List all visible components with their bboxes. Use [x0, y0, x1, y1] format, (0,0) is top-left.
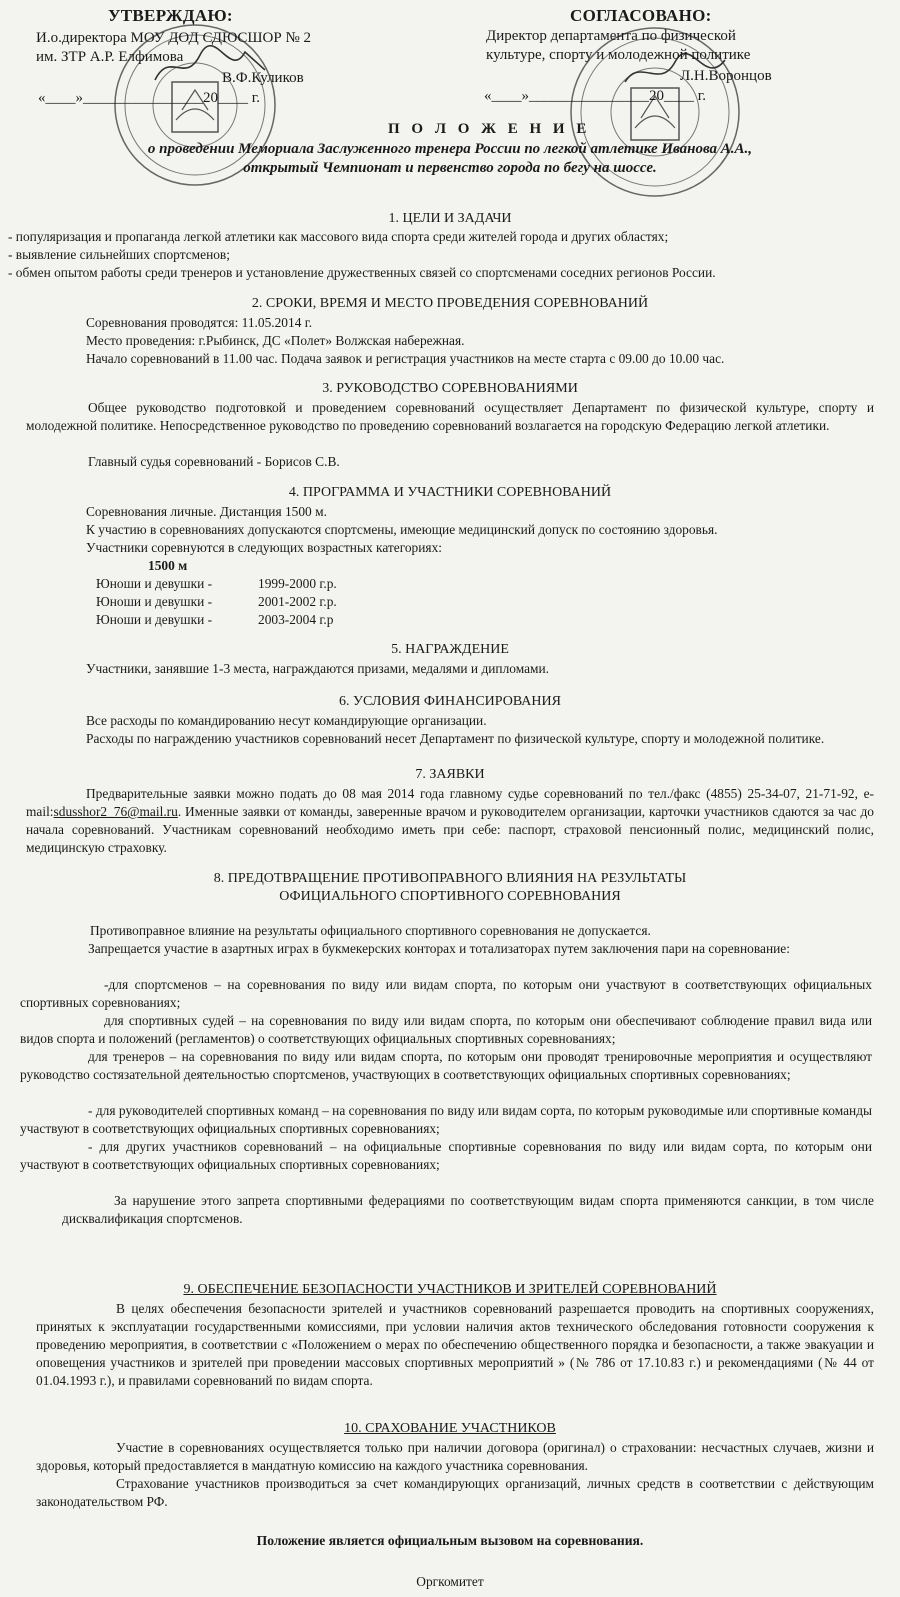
section-3-paragraph: Общее руководство подготовкой и проведением соревнований осуществляет Департамент по физической культуре, спорту и молодежной политике. Непосредственное руководство по проведению соревнований возлагается на городскую Федерацию легкой атлетики. [26, 400, 874, 433]
section-1-item: - обмен опытом работы среди тренеров и установление дружественных связей со спортсменами соседних регионов России. [8, 265, 716, 280]
section-7-heading: 7. ЗАЯВКИ [415, 767, 485, 782]
section-8-paragraph: -для спортсменов – на соревнования по виду или видам спорта, по которым они участвуют в соответствующих официальных спортивных соревнованиях; [20, 977, 872, 1010]
approve-date: «____»________________20____ г. [38, 90, 260, 106]
agreed-date: «____»________________20____ г. [484, 88, 706, 104]
section-3-heading: 3. РУКОВОДСТВО СОРЕВНОВАНИЯМИ [322, 381, 578, 396]
agreed-line-1: Директор департамента по физической [486, 28, 736, 44]
section-8-paragraph: для тренеров – на соревнования по виду или видам спорта, по которым они проводят тренировочные мероприятия и осуществляют руководство состязательной деятельностью спортсменов, участвующих в соответствующих официальных спортивных соревнованиях; [20, 1049, 872, 1082]
section-10-paragraph: Страхование участников производиться за счет командирующих организаций, личных средств в соответствии с действующим законодательством РФ. [36, 1476, 874, 1509]
closing-statement: Положение является официальным вызовом на соревнования. [256, 1533, 644, 1548]
approve-title: УТВЕРЖДАЮ: [108, 6, 233, 25]
contact-email-link[interactable]: sdusshor2_76@mail.ru [53, 804, 178, 819]
approve-signature-name: В.Ф.Куликов [222, 70, 304, 86]
section-2-line: Соревнования проводятся: 11.05.2014 г. [86, 315, 313, 330]
agreed-title: СОГЛАСОВАНО: [570, 6, 712, 25]
category-years: 2001-2002 г.р. [258, 594, 337, 609]
section-4-line: Соревнования личные. Дистанция 1500 м. [86, 504, 327, 519]
section-10-heading: 10. СРАХОВАНИЕ УЧАСТНИКОВ [344, 1421, 556, 1436]
section-1-item: - выявление сильнейших спортсменов; [8, 247, 230, 262]
section-3-chief-judge: Главный судья соревнований - Борисов С.В. [88, 454, 340, 469]
section-2-line: Начало соревнований в 11.00 час. Подача заявок и регистрация участников на месте старта с 09.00 до 10.00 час. [86, 351, 725, 366]
category-years: 1999-2000 г.р. [258, 576, 337, 591]
section-4-line: Участники соревнуются в следующих возрастных категориях: [86, 540, 442, 555]
section-7-text-part-1: Предварительные заявки можно подать до 08 мая 2014 года главному судье соревнований по тел./факс (4855) 25-34-07, 21-71-92, e-mail: [26, 786, 874, 819]
section-6-line: Все расходы по командированию несут командирующие организации. [86, 713, 487, 728]
section-2-line: Место проведения: г.Рыбинск, ДС «Полет» Волжская набережная. [86, 333, 465, 348]
section-8-heading-line-2: ОФИЦИАЛЬНОГО СПОРТИВНОГО СОРЕВНОВАНИЯ [279, 889, 621, 904]
section-5-line: Участники, занявшие 1-3 места, награждаются призами, медалями и дипломами. [86, 661, 550, 676]
section-2-heading: 2. СРОКИ, ВРЕМЯ И МЕСТО ПРОВЕДЕНИЯ СОРЕВНОВАНИЙ [251, 296, 649, 311]
section-4-heading: 4. ПРОГРАММА И УЧАСТНИКИ СОРЕВНОВАНИЙ [288, 485, 612, 500]
section-8-paragraph: - для руководителей спортивных команд – на соревнования по виду или видам сорта, по которым руководимые или спортивные команды участвуют в соответствующих официальных спортивных соревнованиях; [20, 1103, 872, 1136]
section-9-heading: 9. ОБЕСПЕЧЕНИЕ БЕЗОПАСНОСТИ УЧАСТНИКОВ И ЗРИТЕЛЕЙ СОРЕВНОВАНИЙ [183, 1282, 717, 1297]
section-1-heading: 1. ЦЕЛИ И ЗАДАЧИ [388, 211, 512, 226]
section-10-paragraph: Участие в соревнованиях осуществляется только при наличии договора (оригинал) о страховании: несчастных случаев, жизни и здоровья, который предоставляется в мандатную комиссию на каждого участника соревнования. [36, 1440, 874, 1473]
section-6-heading: 6. УСЛОВИЯ ФИНАНСИРОВАНИЯ [339, 694, 561, 709]
section-8-paragraph: - для других участников соревнований – на официальные спортивные соревнования по виду или видам сорта, по которым они участвуют в соответствующих официальных спортивных соревнованиях; [20, 1139, 872, 1172]
approve-line-1: И.о.директора МОУ ДОД СДЮСШОР № 2 [36, 30, 312, 46]
section-8-line: Противоправное влияние на результаты официального спортивного соревнования не допускается. [90, 923, 651, 938]
organizing-committee: Оргкомитет [416, 1574, 484, 1589]
section-9-paragraph: В целях обеспечения безопасности зрителей и участников соревнований разрешается проводить на спортивных сооружениях, принятых к эксплуатации государственными комиссиями, при условии наличия актов технического обследования готовности сооружения к проведению мероприятия, в соответствии с «Положением о мерах по обеспечению общественного порядка и безопасности, а также эвакуации и оповещения участников и зрителей при проведении массовых спортивных мероприятий » (№ 786 от 17.10.83 г.) и рекомендациями (№ 44 от 01.04.1993 г.), и правилами соревнований по видам спорта. [36, 1301, 874, 1388]
section-8-paragraph: для спортивных судей – на соревнования по виду или видам спорта, по которым они обеспечивают соблюдение правил вида или видов спорта и положений (регламентов) о соответствующих официальных спортивных соревнованиях; [20, 1013, 872, 1046]
document-title: П О Л О Ж Е Н И Е [388, 121, 591, 137]
section-8-paragraph: Запрещается участие в азартных играх в букмекерских конторах и тотализаторах путем заключения пари на соревнование: [88, 941, 790, 956]
section-7-text-part-2: . Именные заявки от команды, заверенные врачом и руководителем организации, карточки участников сдаются за час до начала соревнований. Участникам соревнований необходимо иметь при себе: паспорт, страховой пенсионный полис, медицинский полис, медицинскую страховку. [26, 804, 874, 855]
section-8-heading-line-1: 8. ПРЕДОТВРАЩЕНИЕ ПРОТИВОПРАВНОГО ВЛИЯНИЯ НА РЕЗУЛЬТАТЫ [213, 871, 687, 886]
agreed-line-2: культуре, спорту и молодежной политике [486, 47, 751, 63]
section-7-paragraph [26, 785, 874, 857]
section-6-paragraph: Расходы по награждению участников соревнований несет Департамент по физической культуре, спорту и молодежной политике. [86, 731, 825, 746]
category-years: 2003-2004 г.р [258, 612, 334, 627]
section-5-heading: 5. НАГРАЖДЕНИЕ [391, 642, 509, 657]
agreed-signature-name: Л.Н.Воронцов [680, 68, 772, 84]
section-4-distance: 1500 м [148, 558, 188, 573]
document-subtitle-line-1: о проведении Мемориала Заслуженного тренера России по легкой атлетике Иванова А.А., [147, 141, 753, 157]
section-8-sanctions: За нарушение этого запрета спортивными федерациями по соответствующим видам спорта применяются санкции, в том числе дисквалификация спортсменов. [62, 1193, 874, 1226]
section-1-item: - популяризация и пропаганда легкой атлетики как массового вида спорта среди жителей города и других областях; [8, 229, 669, 244]
category-group: Юноши и девушки - [96, 576, 213, 591]
document-subtitle-line-2: открытый Чемпионат и первенство города по бегу на шоссе. [243, 160, 657, 176]
category-group: Юноши и девушки - [96, 594, 213, 609]
section-4-line: К участию в соревнованиях допускаются спортсмены, имеющие медицинский допуск по состоянию здоровья. [86, 522, 718, 537]
approve-line-2: им. ЗТР А.Р. Елфимова [36, 49, 184, 65]
category-group: Юноши и девушки - [96, 612, 213, 627]
